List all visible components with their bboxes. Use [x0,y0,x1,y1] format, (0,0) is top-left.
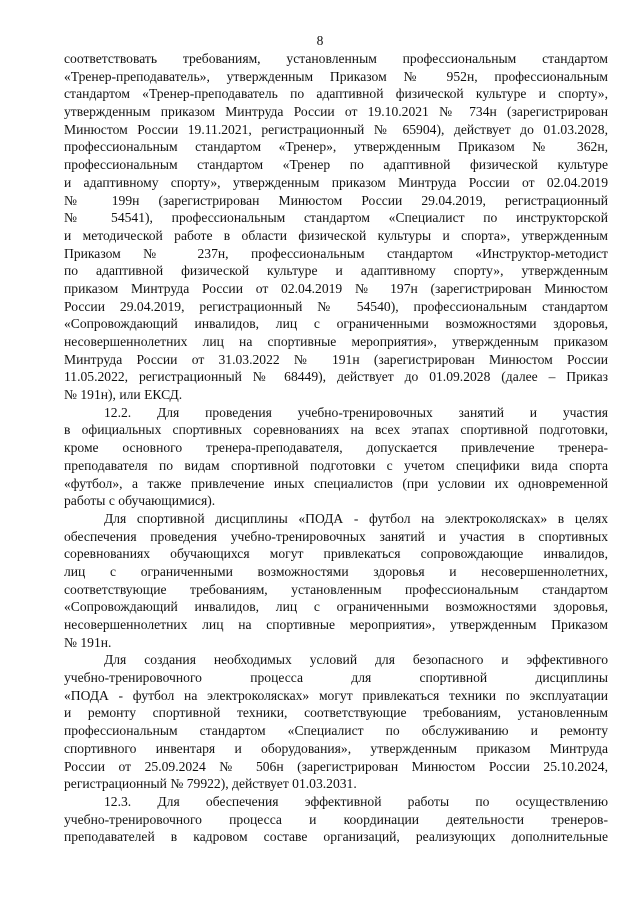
text-line: профессиональным стандартом «Тренер по адаптивной физической культуре [64,157,608,173]
text-line: работы с обучающимися). [64,493,216,509]
paragraph-first-line: Для спортивной дисциплины «ПОДА - футбол на электроколясках» в целях [104,510,608,526]
text-line: приказом Минтруда России от 02.04.2019 № 197н (зарегистрирован Минюстом [64,280,608,296]
text-line: учебно-тренировочного процесса для спортивной дисциплины [64,670,608,686]
text-line: регистрационный № 79922), действует 01.03.2031. [64,776,357,792]
text-line: несовершеннолетних лиц на спортивные мероприятия», утвержденным Приказом [64,617,608,632]
text-line: № 191н. [64,634,112,650]
page-number: 8 [316,33,324,48]
text-line: России от 25.09.2024 № 506н (зарегистрирован Минюстом России 25.10.2024, [64,758,608,774]
text-line: соответствовать требованиям, установленным профессиональным стандартом [64,51,608,66]
document-body [64,50,608,846]
text-line: «ПОДА - футбол на электроколясках» могут привлекаться техники по эксплуатации [64,687,608,703]
text-line: по адаптивной физической культуре и адаптивному спорту», утвержденным [64,263,608,279]
text-line: «Тренер-преподаватель», утвержденным Приказом № 952н, профессиональным [64,68,608,84]
text-line: «Сопровождающий инвалидов, лиц с ограниченными возможностями здоровья, [64,599,608,615]
text-line: утвержденным приказом Минтруда России от 19.10.2021 № 734н (зарегистрирован [64,104,608,120]
text-line: преподавателя по видам спортивной подготовки с учетом специфики вида спорта [64,457,608,473]
text-line: и адаптивному спорту», утвержденным приказом Минтруда России от 02.04.2019 [64,174,608,190]
text-line: преподавателей в кадровом составе организаций, реализующих дополнительные [64,829,608,845]
text-line: в официальных спортивных соревнованиях на всех этапах спортивной подготовки, [64,422,608,438]
section-12-2-heading-line: 12.2. Для проведения учебно-тренировочных занятий и участия [104,404,608,420]
text-line: стандартом «Тренер-преподаватель по адаптивной физической культуре и спорту», [64,86,608,102]
text-line: Приказом № 237н, профессиональным стандартом «Инструктор-методист [64,245,608,261]
text-line: обеспечения проведения учебно-тренировочных занятий и участия в спортивных [64,528,608,544]
text-line: спортивного инвентаря и оборудования», утвержденным приказом Минтруда [64,740,608,756]
text-line: России 29.04.2019, регистрационный № 54540), профессиональным стандартом [64,298,608,314]
text-line: № 54541), профессиональным стандартом «Специалист по инструкторской [64,210,608,226]
text-line: «Сопровождающий инвалидов, лиц с ограниченными возможностями здоровья, [64,316,608,332]
text-line: лиц с ограниченными возможностями здоровья и несовершеннолетних, [64,563,608,579]
text-line: соревнованиях обучающихся могут привлекаться сопровождающие инвалидов, [64,546,608,562]
text-line: кроме основного тренера-преподавателя, допускается привлечение тренера- [64,440,608,456]
text-line: профессиональным стандартом «Тренер», утвержденным Приказом № 362н, [64,139,608,155]
text-line: № 199н (зарегистрирован Минюстом России 29.04.2019, регистрационный [64,192,608,208]
paragraph-first-line: Для создания необходимых условий для безопасного и эффективного [104,652,608,668]
text-line: и методической работе в области физической культуры и спорта», утвержденным [64,227,608,243]
text-line: и ремонту спортивной техники, соответствующие требованиям, установленным [64,705,608,721]
text-line: Минюстом России 19.11.2021, регистрационный № 65904), действует до 01.03.2028, [64,121,608,137]
text-line: несовершеннолетних лиц на спортивные мероприятия», утвержденным приказом [64,334,608,349]
text-line: «футбол», а также привлечение иных специалистов (при условии их одновременной [64,475,608,491]
text-line: Минтруда России от 31.03.2022 № 191н (зарегистрирован Минюстом России [64,351,608,367]
text-line: учебно-тренировочного процесса и координации деятельности тренеров- [64,811,608,827]
text-line: профессиональным стандартом «Специалист по обслуживанию и ремонту [64,723,608,739]
text-line: соответствующие требованиям, установленным профессиональным стандартом [64,581,608,597]
section-12-3-heading-line: 12.3. Для обеспечения эффективной работы по осуществлению [104,793,608,809]
text-line: 11.05.2022, регистрационный № 68449), действует до 01.09.2028 (далее – Приказ [64,369,608,385]
text-line: № 191н), или ЕКСД. [64,387,183,403]
